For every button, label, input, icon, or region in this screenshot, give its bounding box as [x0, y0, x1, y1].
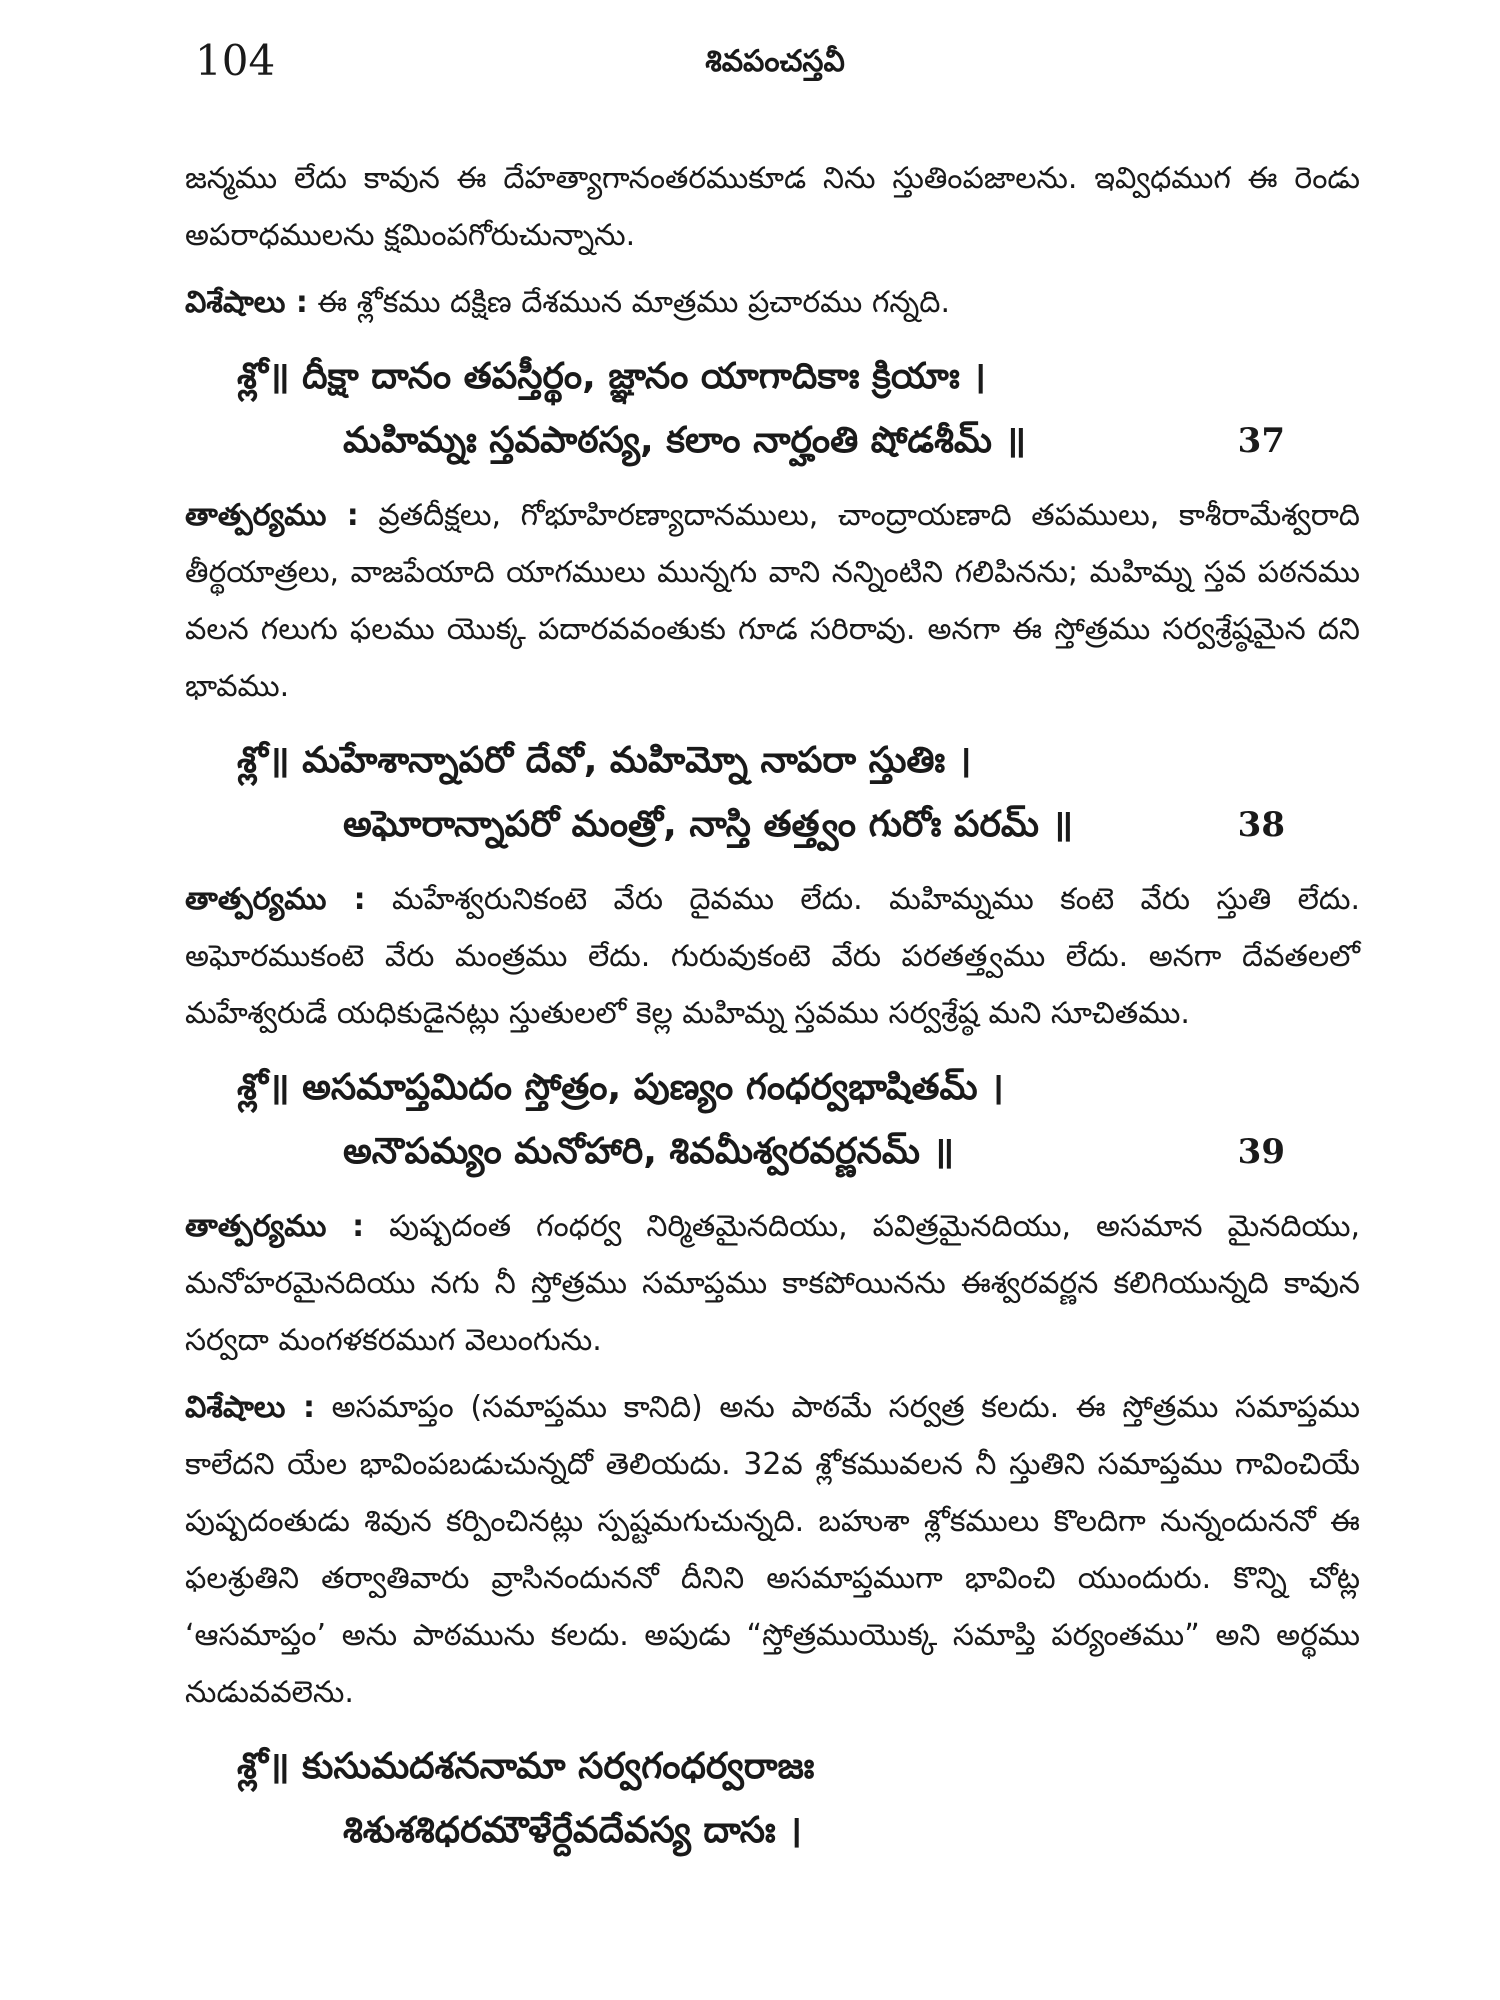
continued-paragraph: జన్మము లేదు కావున ఈ దేహత్యాగానంతరముకూడ నిను స్తుతింపజాలను. ఇవ్విధముగ ఈ రెండు అపరాధములను క్షమింపగోరుచున్నాను.: [185, 161, 1360, 253]
sloka-40: [185, 1735, 1360, 1863]
verse-number: 37: [1237, 421, 1285, 461]
meaning-paragraph: [185, 1198, 1360, 1369]
sloka-line: అనౌపమ్యం మనోహారి, శివమీశ్వరవర్ణనమ్ ॥: [343, 1131, 955, 1172]
sloka-39: [185, 1056, 1360, 1184]
note-label: విశేషాలు :: [185, 285, 308, 320]
sloka-line: శ్లో॥ దీక్షా దానం తపస్తీర్థం, జ్ఞానం యాగాదికాః క్రియాః ।: [237, 356, 986, 397]
sloka-line: శ్లో॥ అసమాప్తమిదం స్తోత్రం, పుణ్యం గంధర్వభాషితమ్ ।: [237, 1067, 1004, 1108]
sloka-line: శ్లో॥ కుసుమదశననామా సర్వగంధర్వరాజః: [237, 1746, 815, 1787]
sloka-line: మహిమ్నః స్తవపాఠస్య, కలాం నార్హంతి షోడశీమ్ ॥: [343, 420, 1027, 461]
verse-number: 39: [1237, 1132, 1285, 1172]
note-text: అసమాప్తం (సమాప్తము కానిది) అను పాఠమే సర్వత్ర కలదు. ఈ స్తోత్రము సమాప్తము కాలేదని యేల భావింపబడుచున్నదో తెలియదు. 32వ శ్లోకమువలన నీ స్తుతిని సమాప్తము గావించియే పుష్పదంతుడు శివున కర్పించినట్లు స్పష్టమగుచున్నది. బహుశా శ్లోకములు కొలదిగా నున్నందుననో ఈ ఫలశ్రుతిని తర్వాతివారు వ్రాసినందుననో దీనిని అసమాప్తముగా భావించి యుందురు. కొన్ని చోట్ల ‘ఆసమాప్తం’ అను పాఠమును కలదు. అపుడు “స్తోత్రముయొక్క సమాప్తి పర్యంతము” అని అర్థము నుడువవలెను.: [185, 1390, 1360, 1710]
sloka-37: [185, 345, 1360, 473]
meaning-paragraph: [185, 871, 1360, 1042]
sloka-line: శిశుశశిధరమౌళేర్దేవదేవస్య దాసః ।: [343, 1810, 802, 1851]
verse-number: 38: [1237, 805, 1285, 845]
page-content: [185, 150, 1360, 1877]
sloka-38: [185, 729, 1360, 857]
note-paragraph: [185, 1379, 1360, 1721]
note-text: ఈ శ్లోకము దక్షిణ దేశమున మాత్రము ప్రచారము గన్నది.: [317, 285, 951, 320]
meaning-text: పుష్పదంత గంధర్వ నిర్మితమైనదియు, పవిత్రమైనదియు, అసమాన మైనదియు, మనోహరమైనదియు నగు నీ స్తోత్రము సమాప్తము కాకపోయినను ఈశ్వరవర్ణన కలిగియున్నది కావున సర్వదా మంగళకరముగ వెలుంగును.: [185, 1209, 1360, 1358]
meaning-label: తాత్పర్యము :: [185, 882, 366, 917]
meaning-label: తాత్పర్యము :: [185, 1209, 365, 1244]
meaning-text: వ్రతదీక్షలు, గోభూహిరణ్యాదానములు, చాంద్రాయణాది తపములు, కాశీరామేశ్వరాది తీర్థయాత్రలు, వాజపేయాది యాగములు మున్నగు వాని నన్నింటిని గలిపినను; మహిమ్న స్తవ పఠనము వలన గలుగు ఫలము యొక్క పదారవవంతుకు గూడ సరిరావు. అనగా ఈ స్తోత్రము సర్వశ్రేష్ఠమైన దని భావము.: [185, 498, 1360, 704]
note-label: విశేషాలు :: [185, 1390, 315, 1425]
sloka-line: శ్లో॥ మహేశాన్నాపరో దేవో, మహిమ్నో నాపరా స్తుతిః ।: [237, 740, 972, 781]
page-number: 104: [195, 36, 276, 85]
meaning-paragraph: [185, 487, 1360, 715]
meaning-label: తాత్పర్యము :: [185, 498, 359, 533]
meaning-text: మహేశ్వరునికంటె వేరు దైవము లేదు. మహిమ్నము కంటె వేరు స్తుతి లేదు. అఘోరముకంటె వేరు మంత్రము లేదు. గురువుకంటె వేరు పరతత్త్వము లేదు. అనగా దేవతలలో మహేశ్వరుడే యధికుడైనట్లు స్తుతులలో కెల్ల మహిమ్న స్తవము సర్వశ్రేష్ఠ మని సూచితము.: [185, 882, 1360, 1031]
note-paragraph: [185, 274, 1360, 331]
sloka-line: అఘోరాన్నాపరో మంత్రో, నాస్తి తత్త్వం గురోః పరమ్ ॥: [343, 804, 1074, 845]
page-header: [195, 36, 1355, 96]
running-title: శివపంచస్తవీ: [705, 44, 845, 79]
